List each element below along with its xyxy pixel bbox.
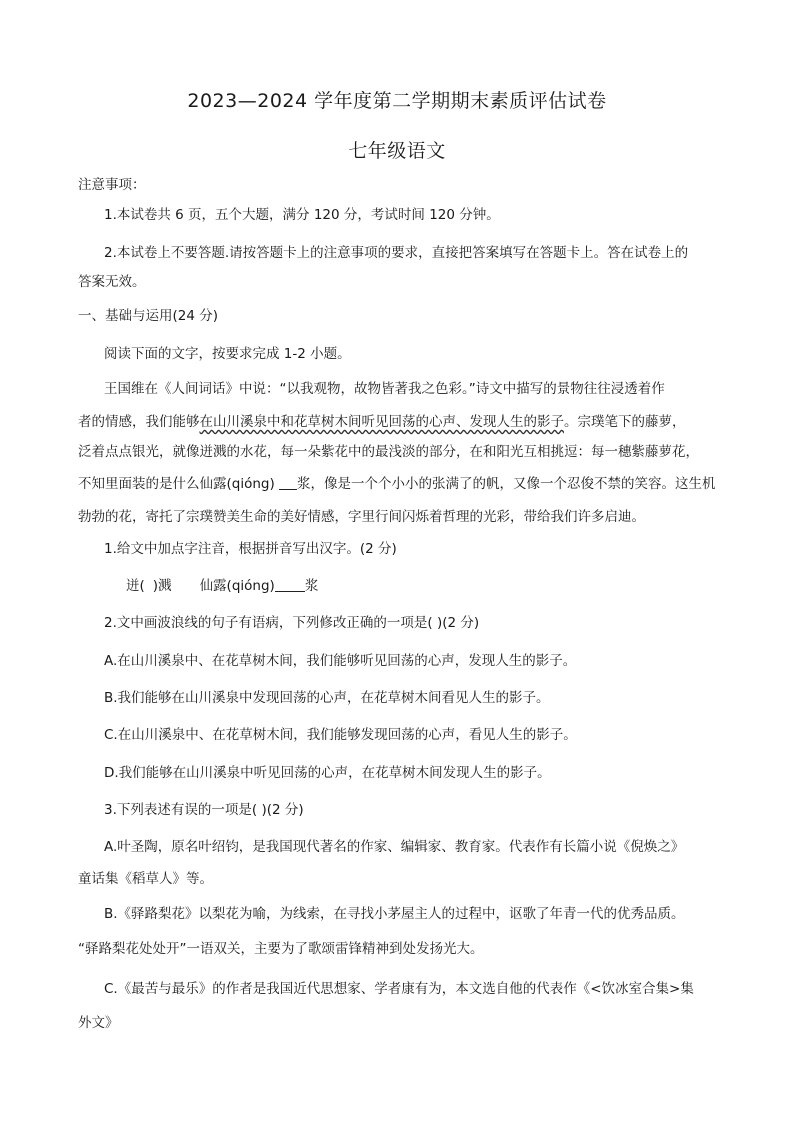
q1-item-b-suffix: 浆	[304, 578, 319, 594]
notes-heading: 注意事项：	[78, 177, 146, 193]
question-3-option-b-line-2: “驿路梨花处处开”一语双关，主要为了歌颂雷锋精神到处发扬光大。	[78, 941, 484, 957]
question-3-option-c-line-1: C.《最苦与最乐》的作者是我国近代思想家、学者康有为，本文选自他的代表作《<饮冰室合集>集	[104, 981, 694, 997]
exam-title: 2023—2024 学年度第二学期期末素质评估试卷	[187, 90, 607, 112]
question-2-option-b: B.我们能够在山川溪泉中发现回荡的心声，在花草树木间看见人生的影子。	[104, 690, 550, 706]
question-3-stem: 3.下列表述有误的一项是( )(2 分)	[104, 802, 304, 818]
question-2-option-c: C.在山川溪泉中、在花草树木间，我们能够发现回荡的心声，看见人生的影子。	[104, 727, 577, 743]
q1-item-a-prefix: 迸(	[126, 578, 145, 594]
passage-line-1: 王国维在《人间词话》中说：“以我观物，故物皆著我之色彩。”诗文中描写的景物往往浸透着作	[104, 381, 665, 397]
q1-item-a-suffix: )溅	[152, 578, 172, 594]
question-3-option-c-line-2: 外文》	[78, 1015, 119, 1031]
passage-line-4	[78, 475, 718, 493]
fill-blank	[279, 476, 297, 490]
question-1-items	[126, 577, 766, 595]
passage-line-2	[78, 413, 718, 431]
exam-subtitle: 七年级语文	[348, 140, 446, 162]
question-2-option-a: A.在山川溪泉中、在花草树木间，我们能够听见回荡的心声，发现人生的影子。	[104, 653, 577, 669]
question-2-stem: 2.文中画波浪线的句子有语病，下列修改正确的一项是( )(2 分)	[104, 615, 480, 631]
question-3-option-a-line-2: 童话集《稻草人》等。	[78, 871, 213, 887]
notes-item-2-line-1: 2.本试卷上不要答题.请按答题卡上的注意事项的要求，直接把答案填写在答题卡上。答在试卷上的	[104, 245, 689, 261]
passage-text: 浆，像是一个个小小的张满了的帆，又像一个忍俊不禁的笑容。这生机	[297, 476, 716, 492]
question-1-stem: 1.给文中加点字注音，根据拼音写出汉字。(2 分)	[104, 541, 397, 557]
fill-blank	[275, 578, 305, 592]
question-3-option-b-line-1: B.《驿路梨花》以梨花为喻，为线索，在寻找小茅屋主人的过程中，讴歌了年青一代的优秀品质。	[104, 906, 685, 922]
question-2-option-d: D.我们能够在山川溪泉中听见回荡的心声，在花草树木间发现人生的影子。	[104, 765, 551, 781]
passage-line-3: 泛着点点银光，就像迸溅的水花，每一朵紫花中的最浅淡的部分，在和阳光互相挑逗：每一穗紫藤萝花，	[78, 444, 699, 460]
passage-text: 。宗璞笔下的藤萝，	[564, 414, 686, 430]
passage-text: 不知里面装的是什么仙露(qióng)	[78, 476, 275, 492]
wavy-underlined-sentence: 在山川溪泉中和花草树木间听见回荡的心声、发现人生的影子	[199, 414, 564, 430]
passage-line-5: 勃勃的花，寄托了宗璞赞美生命的美好情感，字里行间闪烁着哲理的光彩，带给我们许多启迪。	[78, 509, 645, 525]
notes-item-1: 1.本试卷共 6 页，五个大题，满分 120 分，考试时间 120 分钟。	[104, 207, 500, 223]
q1-item-b-prefix: 仙露(qióng)	[199, 578, 275, 594]
section-1-heading: 一、基础与运用(24 分)	[78, 308, 219, 324]
passage-text: 者的情感，我们能够	[78, 414, 200, 430]
notes-item-2-line-2: 答案无效。	[78, 274, 146, 290]
section-1-intro: 阅读下面的文字，按要求完成 1-2 小题。	[104, 346, 351, 362]
question-3-option-a-line-1: A.叶圣陶，原名叶绍钧，是我国现代著名的作家、编辑家、教育家。代表作有长篇小说《倪焕之》	[104, 839, 685, 855]
